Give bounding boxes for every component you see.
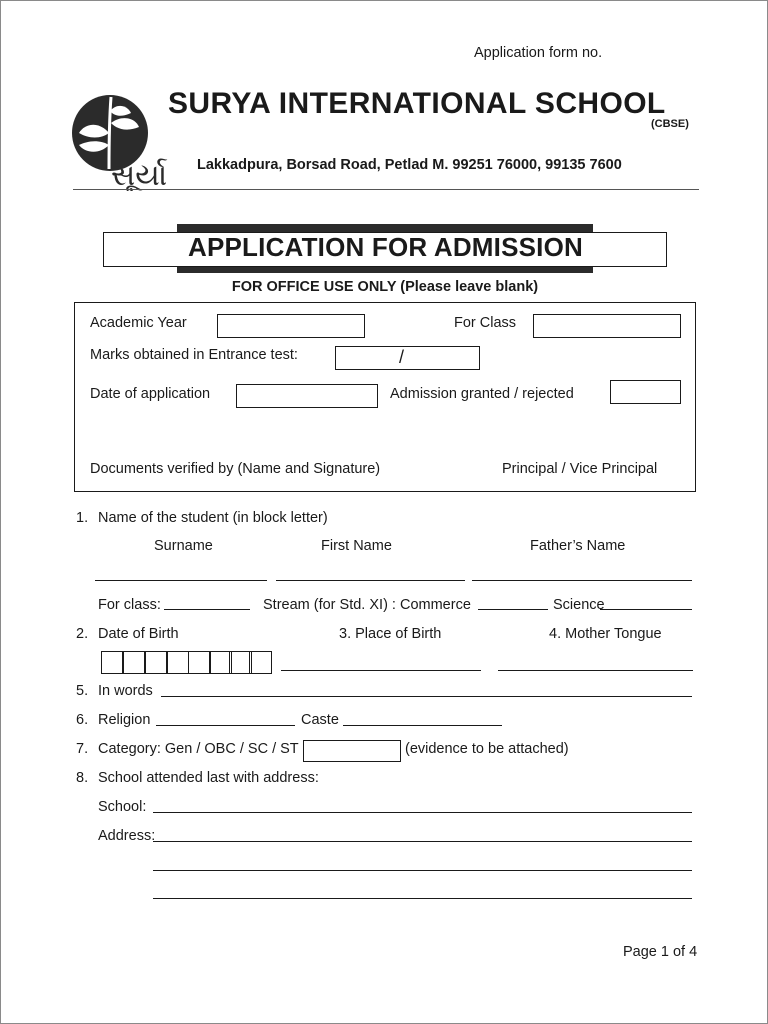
q6-number: 6. xyxy=(76,712,89,728)
mother-tongue-field[interactable] xyxy=(498,670,693,671)
student-name-heading: Name of the student (in block letter) xyxy=(98,510,328,526)
school-board: (CBSE) xyxy=(651,118,689,130)
fathers-name-label: Father’s Name xyxy=(530,538,626,554)
first-name-field[interactable] xyxy=(276,580,465,581)
q8-number: 8. xyxy=(76,770,89,786)
school-attended-label: School attended last with address: xyxy=(98,770,319,786)
academic-year-label: Academic Year xyxy=(90,315,187,331)
dob-year-digit-4[interactable] xyxy=(249,651,272,674)
q2-number: 2. xyxy=(76,626,89,642)
entrance-marks-field[interactable] xyxy=(335,346,480,370)
religion-field[interactable] xyxy=(156,725,295,726)
q1-number: 1. xyxy=(76,510,89,526)
form-number-label: Application form no. xyxy=(474,45,603,61)
dob-in-words-field[interactable] xyxy=(161,696,692,697)
marks-separator: / xyxy=(399,347,405,367)
date-of-application-label: Date of application xyxy=(90,386,211,402)
school-address: Lakkadpura, Borsad Road, Petlad M. 99251 76000, 99135 7600 xyxy=(197,157,622,173)
dob-day-digit-1[interactable] xyxy=(101,651,124,674)
date-of-birth-label: Date of Birth xyxy=(98,626,179,642)
logo-script-text: સૂર્યા xyxy=(111,158,168,191)
mother-tongue-label: 4. Mother Tongue xyxy=(549,626,662,642)
q7-number: 7. xyxy=(76,741,89,757)
documents-verified-label: Documents verified by (Name and Signature) xyxy=(90,461,381,477)
school-label: School: xyxy=(98,799,147,815)
admission-status-label: Admission granted / rejected xyxy=(390,386,574,402)
surname-field[interactable] xyxy=(95,580,267,581)
title-band-top xyxy=(177,224,593,232)
dob-month-digit-1[interactable] xyxy=(145,651,168,674)
school-name: SURYA INTERNATIONAL SCHOOL xyxy=(168,87,666,120)
commerce-field[interactable] xyxy=(478,609,548,610)
address-field-line-3[interactable] xyxy=(153,898,692,899)
date-of-application-field[interactable] xyxy=(236,384,378,408)
for-class-field[interactable] xyxy=(164,609,250,610)
title-band-bottom xyxy=(177,266,593,273)
in-words-label: In words xyxy=(98,683,153,699)
address-field-line-1[interactable] xyxy=(153,841,692,842)
dob-day-digit-2[interactable] xyxy=(122,651,145,674)
science-field[interactable] xyxy=(600,609,692,610)
entrance-marks-label: Marks obtained in Entrance test: xyxy=(90,347,298,363)
fathers-name-field[interactable] xyxy=(472,580,692,581)
school-field[interactable] xyxy=(153,812,692,813)
dob-year-digit-1[interactable] xyxy=(188,651,211,674)
header-divider xyxy=(73,189,699,190)
form-title: APPLICATION FOR ADMISSION xyxy=(188,232,583,262)
caste-label: Caste xyxy=(301,712,339,728)
science-label: Science xyxy=(553,597,605,613)
office-for-class-label: For Class xyxy=(454,315,517,331)
q5-number: 5. xyxy=(76,683,89,699)
address-field-line-2[interactable] xyxy=(153,870,692,871)
address-label: Address: xyxy=(98,828,156,844)
stream-label: Stream (for Std. XI) : Commerce xyxy=(263,597,471,613)
dob-month-digit-2[interactable] xyxy=(166,651,189,674)
place-of-birth-field[interactable] xyxy=(281,670,481,671)
first-name-label: First Name xyxy=(321,538,392,554)
academic-year-field[interactable] xyxy=(217,314,365,338)
principal-label: Principal / Vice Principal xyxy=(502,461,658,477)
page-number: Page 1 of 4 xyxy=(623,944,698,960)
office-use-note: FOR OFFICE USE ONLY (Please leave blank) xyxy=(231,279,539,295)
category-label: Category: Gen / OBC / SC / ST xyxy=(98,741,299,757)
place-of-birth-label: 3. Place of Birth xyxy=(339,626,442,642)
category-field[interactable] xyxy=(303,740,401,762)
for-class-label: For class: xyxy=(98,597,161,613)
office-for-class-field[interactable] xyxy=(533,314,681,338)
surname-label: Surname xyxy=(154,538,213,554)
religion-label: Religion xyxy=(98,712,151,728)
caste-field[interactable] xyxy=(343,725,502,726)
admission-status-field[interactable] xyxy=(610,380,681,404)
evidence-note: (evidence to be attached) xyxy=(405,741,569,757)
